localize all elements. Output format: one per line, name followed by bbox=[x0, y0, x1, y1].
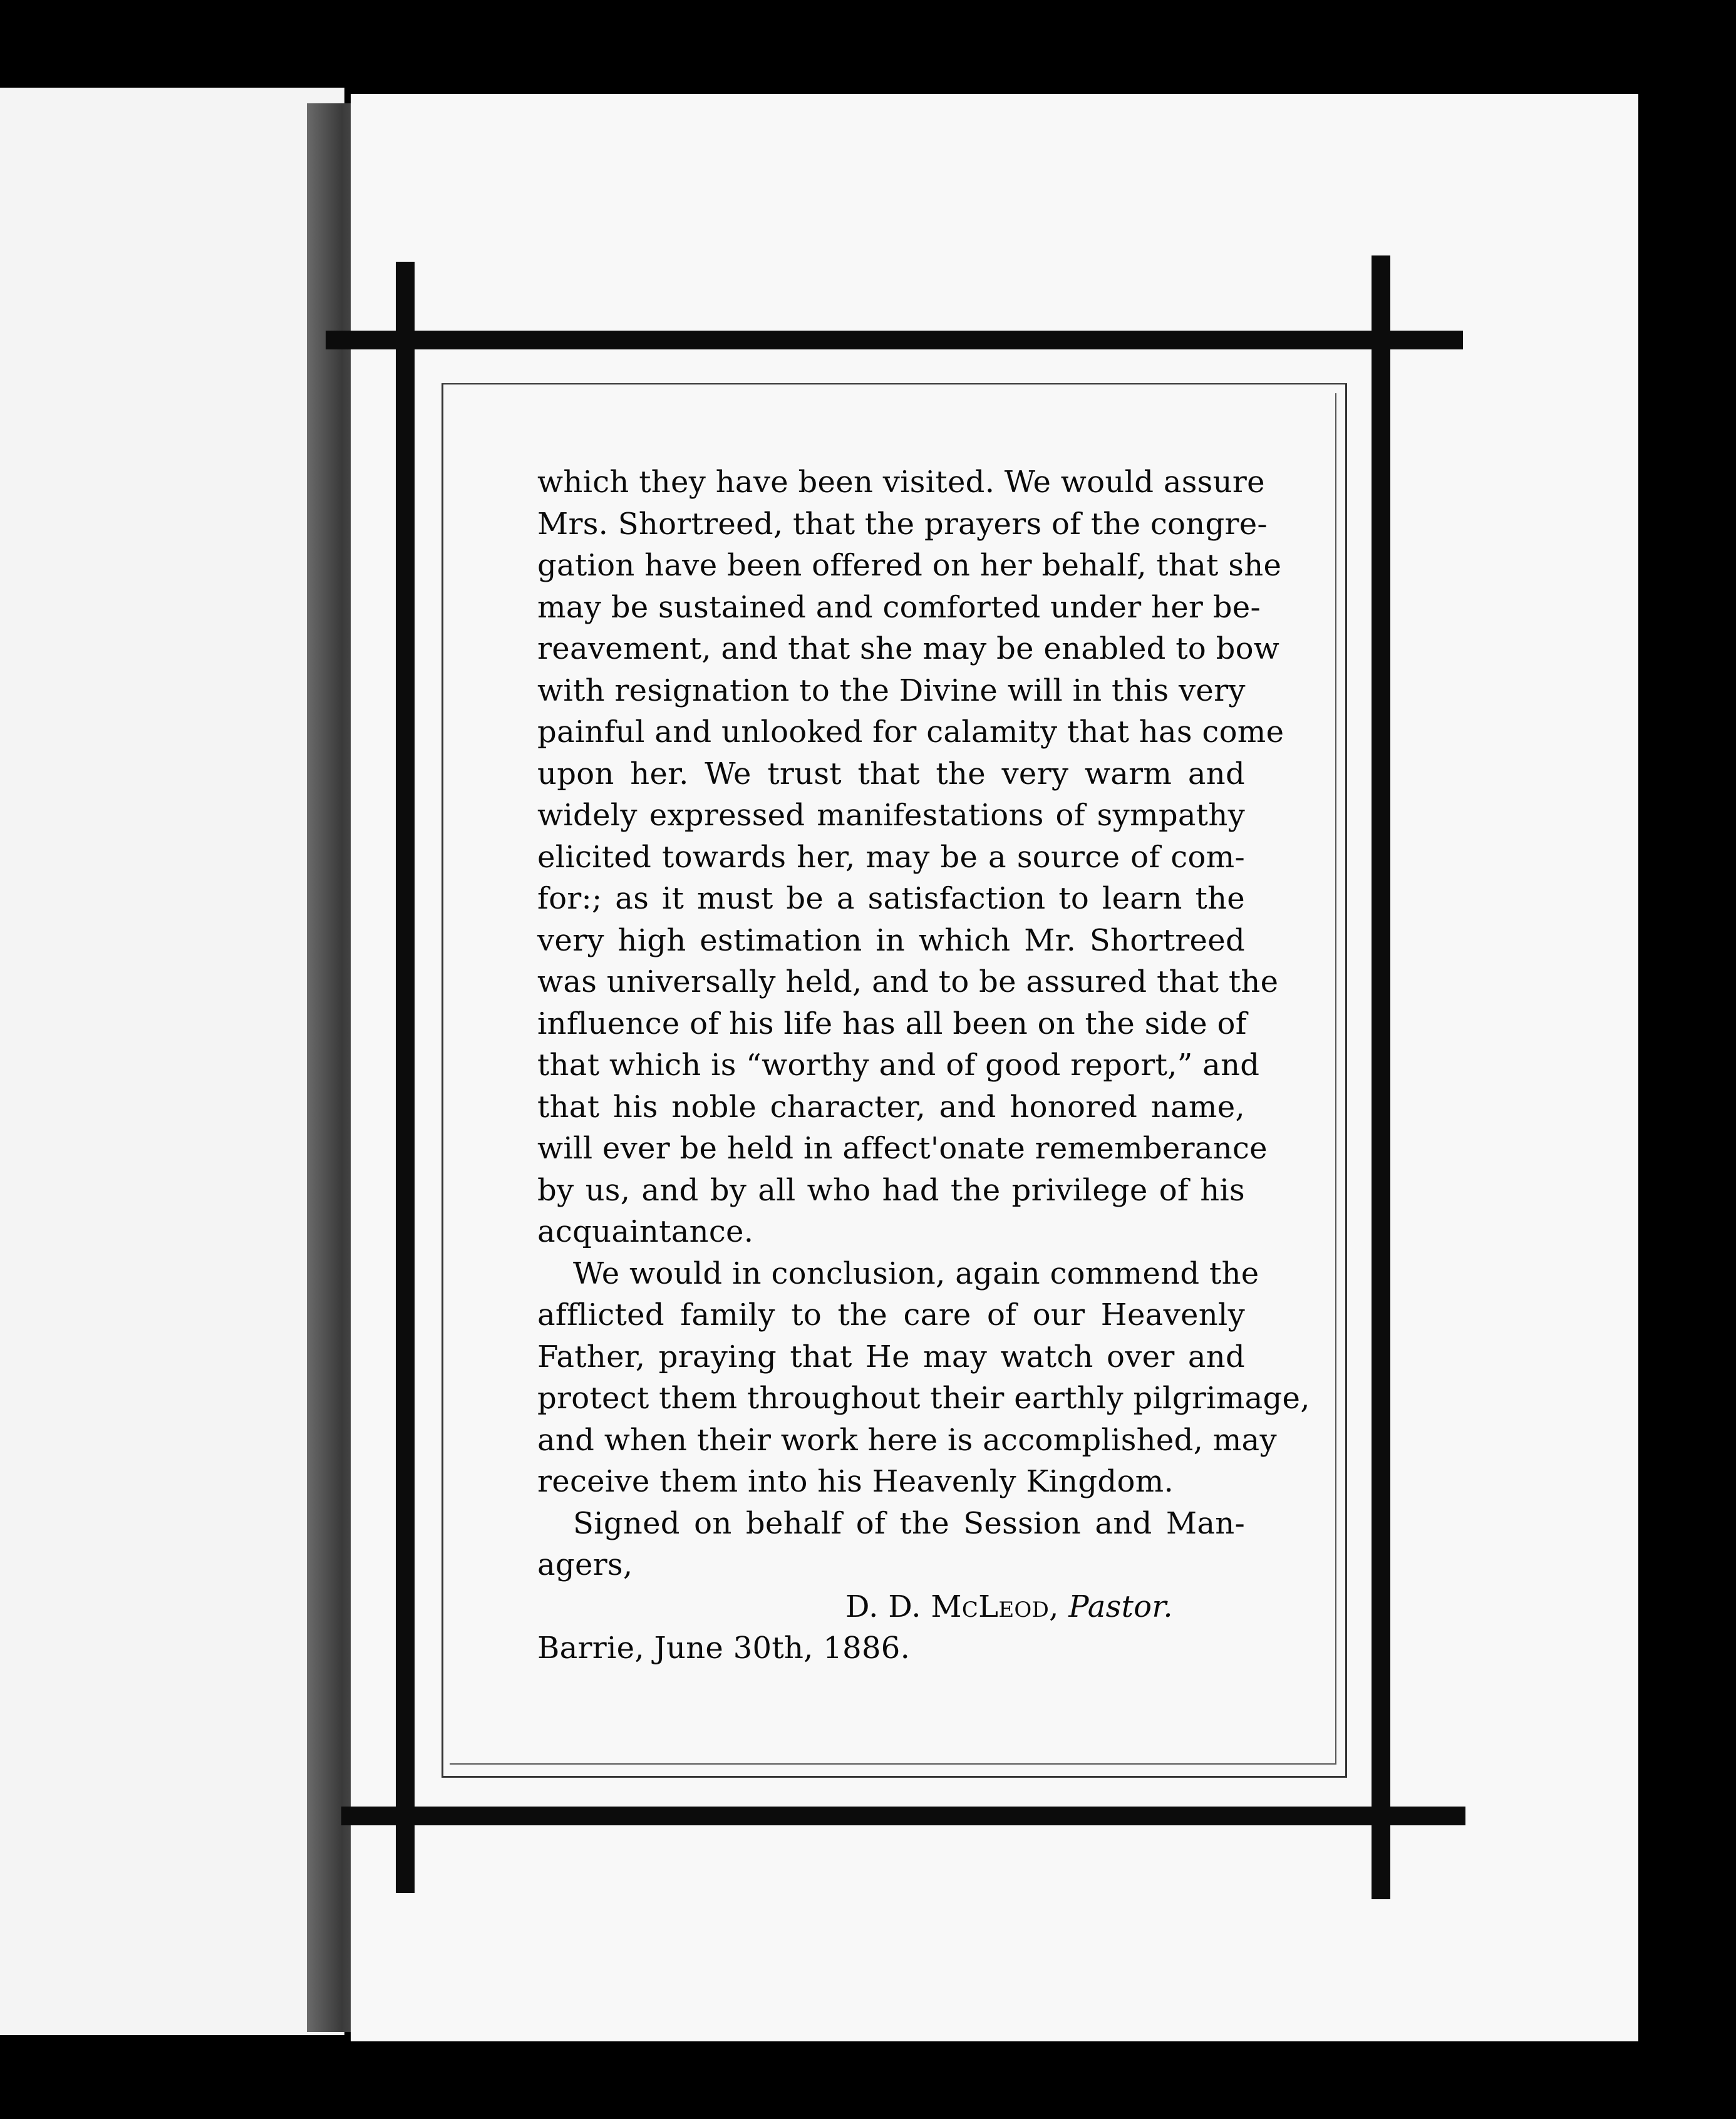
text-line: upon her. We trust that the very warm and bbox=[537, 756, 1245, 791]
facing-page bbox=[0, 88, 344, 2035]
text-line: very high estimation in which Mr. Shortreed bbox=[537, 922, 1245, 958]
text-line: by us, and by all who had the privilege of his bbox=[537, 1172, 1245, 1208]
text-line: for:; as it must be a satisfaction to learn the bbox=[537, 881, 1245, 916]
text-line: may be sustained and comforted under her be- bbox=[537, 589, 1261, 625]
text-line: that his noble character, and honored name, bbox=[537, 1089, 1245, 1125]
text-line: agers, bbox=[537, 1547, 633, 1582]
text-line: reavement, and that she may be enabled to bow bbox=[537, 631, 1280, 666]
text-line: which they have been visited. We would assure bbox=[537, 465, 1265, 500]
text-line: and when their work here is accomplished, may bbox=[537, 1422, 1277, 1458]
signature-line bbox=[537, 1586, 1245, 1628]
paragraph-3 bbox=[537, 1503, 1245, 1586]
text-line: that which is “worthy and of good report,” and bbox=[537, 1048, 1260, 1083]
text-line: We would in conclusion, again commend the bbox=[573, 1255, 1259, 1291]
text-line: influence of his life has all been on the side of bbox=[537, 1006, 1247, 1041]
resolution-text bbox=[537, 461, 1310, 1669]
text-line: with resignation to the Divine will in this very bbox=[537, 673, 1246, 708]
text-line: afflicted family to the care of our Heavenly bbox=[537, 1297, 1245, 1333]
text-line: elicited towards her, may be a source of com- bbox=[537, 839, 1245, 875]
text-line: gation have been offered on her behalf, that she bbox=[537, 548, 1282, 583]
border-bar-left bbox=[396, 262, 415, 1893]
text-line: painful and unlooked for calamity that has come bbox=[537, 714, 1284, 750]
text-line: Mrs. Shortreed, that the prayers of the congre- bbox=[537, 506, 1268, 542]
place-date: Barrie, June 30th, 1886. bbox=[537, 1631, 911, 1666]
text-line: Father, praying that He may watch over and bbox=[537, 1339, 1245, 1374]
signatory-title: Pastor. bbox=[1068, 1589, 1173, 1624]
text-line: was universally held, and to be assured that the bbox=[537, 964, 1279, 999]
border-bar-right bbox=[1372, 255, 1390, 1899]
paragraph-2 bbox=[537, 1253, 1310, 1503]
signatory-name: D. D. McLeod, bbox=[845, 1589, 1059, 1624]
border-bar-bottom bbox=[341, 1807, 1465, 1825]
text-line: widely expressed manifestations of sympathy bbox=[537, 798, 1245, 833]
text-line: receive them into his Heavenly Kingdom. bbox=[537, 1464, 1174, 1499]
paragraph-1 bbox=[537, 461, 1284, 1253]
border-bar-top bbox=[326, 331, 1463, 349]
text-line: acquaintance. bbox=[537, 1214, 754, 1249]
text-line: Signed on behalf of the Session and Man- bbox=[573, 1505, 1245, 1541]
text-line: protect them throughout their earthly pilgrimage, bbox=[537, 1381, 1310, 1416]
text-line: will ever be held in affect'onate rememberance bbox=[537, 1131, 1268, 1166]
